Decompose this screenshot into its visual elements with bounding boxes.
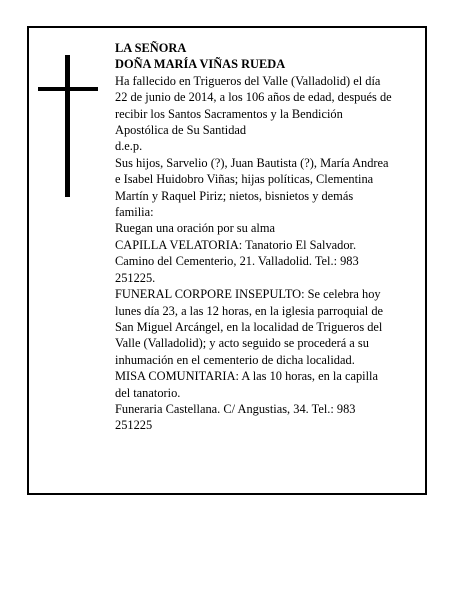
mass: MISA COMUNITARIA: A las 10 horas, en la capilla del tanatorio.: [115, 369, 378, 400]
heading-line-1: LA SEÑORA: [115, 41, 187, 55]
obituary-text: [115, 40, 425, 434]
prayer: Ruegan una oración por su alma: [115, 221, 275, 236]
cross-horizontal-bar: [38, 87, 98, 91]
announcement: Ha fallecido en Trigueros del Valle (Valladolid) el día 22 de junio de 2014, a los 106 años de edad, después de recibir los Santos Sacramentos y la Bendición Apostólica de Su Santidad: [115, 73, 392, 138]
obituary-frame: [27, 26, 427, 495]
cross-vertical-bar: [65, 55, 70, 197]
heading-line-2: DOÑA MARÍA VIÑAS RUEDA: [115, 57, 286, 72]
funeral: FUNERAL CORPORE INSEPULTO: Se celebra hoy lunes día 23, a las 12 horas, en la iglesia parroquial de San Miguel Arcángel, en la localidad de Trigueros del Valle (Valladolid); y acto seguido se procederá a su inhumación en el cementerio de dicha localidad.: [115, 287, 384, 367]
family: Sus hijos, Sarvelio (?), Juan Bautista (?), María Andrea e Isabel Huidobro Viñas; hijas políticas, Clementina Martín y Raquel Piriz; nietos, bisnietos y demás familia:: [115, 155, 389, 220]
rip: d.e.p.: [115, 139, 143, 154]
funeral-home: Funeraria Castellana. C/ Angustias, 34. Tel.: 983 251225: [115, 401, 356, 433]
chapel: CAPILLA VELATORIA: Tanatorio El Salvador. Camino del Cementerio, 21. Valladolid. Tel.: 983 251225.: [115, 237, 359, 285]
